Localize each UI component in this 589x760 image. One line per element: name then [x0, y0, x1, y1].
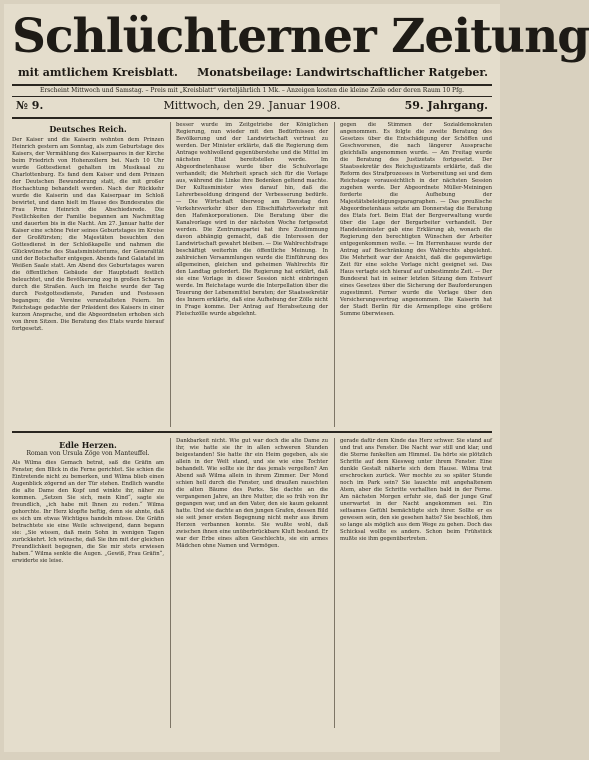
- serial-text: Als Wilma dies Gemach betrat, saß die Gräfin am Fenster, den Blick in die Ferne gerichtet. Sie schien die Eintretende nicht zu bemerken, und Wilma blieb einen Augenblick zögernd an der Tür stehen. Endlich wandte die alte Dame den Kopf und winkte ihr, näher zu kommen. „Setzen Sie sich, mein Kind“, sagte sie freundlich, „ich habe mit Ihnen zu reden.“ Wilma gehorchte. Ihr Herz klopfte heftig, denn sie ahnte, daß es sich um etwas Wichtiges handeln müsse. Die Gräfin betrachtete sie eine Weile schweigend, dann begann sie: „Sie wissen, daß mein Sohn in wenigen Tagen zurückkehrt. Ich wünsche, daß Sie ihm mit der gleichen Freundlichkeit begegnen, die Sie mir stets erwiesen haben.“ Wilma senkte die Augen. „Gewiß, Frau Gräfin“, erwiderte sie leise.: [12, 460, 164, 564]
- serial-column-1: [12, 438, 164, 728]
- masthead-title: Schlüchterner Zeitung: [12, 9, 589, 64]
- column-text: besser wurde im Zeitgetriebe der Königlichen Regierung, nun wieder mit den Bedürfnissen der Bevölkerung und der Landwirtschaft vertraut zu werden. Der Minister erklärte, daß die Regierung dem Antrage wohlwollend gegenüberstehe und die Mittel im nächsten Etat bereitstellen werde. Im Abgeordnetenhause wurde über die Schulvorlage verhandelt; die Mehrheit sprach sich für die Vorlage aus, während die Linke ihre Bedenken geltend machte. Der Kultusminister wies darauf hin, daß die Lehrerbesoldung dringend der Verbesserung bedürfe. — Die Wirtschaft überwog am Dienstag den Verkehrsverkehr über den Elbschiffahrtsverkehr mit den Hafenkorporationen. Die Beratung über die Kanalvorlage wird in der nächsten Woche fortgesetzt werden. Die Zentrumspartei hat ihre Zustimmung davon abhängig gemacht, daß die Interessen der Landwirtschaft gewahrt bleiben. — Die Wahlrechtsfrage beschäftigt weiterhin die öffentliche Meinung. In zahlreichen Versammlungen wurde die Einführung des allgemeinen, gleichen und geheimen Wahlrechts für den Landtag gefordert. Die Regierung hat erklärt, daß sie eine Vorlage in dieser Session nicht einbringen werde. Im Reichstage wurde die Interpellation über die Teuerung der Lebensmittel beraten; der Staatssekretär des Innern erklärte, daß eine Aufhebung der Zölle nicht in Frage komme. Der Antrag auf Herabsetzung der Fleischzölle wurde abgelehnt.: [176, 122, 328, 317]
- serial-column-3: [334, 438, 492, 728]
- serial-columns: [12, 438, 492, 728]
- serial-byline: Roman von Ursula Zöge von Manteuffel.: [26, 450, 150, 457]
- serial-title: Edle Herzen.: [59, 440, 117, 450]
- section-heading: Deutsches Reich.: [49, 124, 127, 134]
- news-column-2: [170, 122, 328, 427]
- newspaper-page: [4, 4, 589, 752]
- news-column-3: [334, 122, 492, 427]
- issue-number: № 9.: [16, 99, 44, 112]
- serial-text: Dankbarkeit nicht. Wie gut war doch die alte Dame zu ihr, wie hatte sie ihr in allen schweren Stunden beigestanden! Sie hatte ihr ein Heim gegeben, als sie allein in der Welt stand, und sie wie eine Tochter behandelt. Wie sollte sie ihr das jemals vergelten? Am Abend saß Wilma allein in ihrem Zimmer. Der Mond schien hell durch die Fenster, und draußen rauschten die alten Bäume des Parks. Sie dachte an die vergangenen Jahre, an ihre Mutter, die so früh von ihr gegangen war, und an den Vater, den sie kaum gekannt hatte. Und sie dachte an den jungen Grafen, dessen Bild sie seit jener ersten Begegnung nicht mehr aus ihrem Herzen verbannen konnte. Sie wußte wohl, daß zwischen ihnen eine unüberbrückbare Kluft bestand. Er war der Erbe eines alten Geschlechts, sie ein armes Mädchen ohne Namen und Vermögen.: [176, 438, 329, 549]
- serial-text: gerade dafür dem Kinde das Herz schwer. Sie stand auf und trat ans Fenster. Die Nacht war still und klar, und die Sterne funkelten am Himmel. Da hörte sie plötzlich Schritte auf dem Kiesweg unter ihrem Fenster. Eine dunkle Gestalt näherte sich dem Hause. Wilma trat erschrocken zurück. Wer mochte zu so später Stunde noch im Park sein? Sie lauschte mit angehaltenem Atem, aber die Schritte verhallten bald in der Ferne. Am nächsten Morgen erfuhr sie, daß der junge Graf unerwartet in der Nacht angekommen sei. Ein seltsames Gefühl bemächtigte sich ihrer. Sollte er es gewesen sein, den sie gesehen hatte? Sie beschloß, ihm so lange als möglich aus dem Wege zu gehen. Doch das Schicksal wollte es anders. Schon beim Frühstück mußte sie ihm gegenübertreten.: [340, 438, 492, 542]
- news-columns: [12, 122, 492, 427]
- publication-notice: Erscheint Mittwoch und Samstag. – Preis mit „Kreisblatt“ vierteljährlich 1 Mk. – Anzeigen kosten die kleine Zeile oder deren Raum 10 Pfg.: [39, 87, 465, 94]
- serial-column-2: [170, 438, 328, 728]
- masthead-subtitle-right: Monatsbeilage: Landwirtschaftlicher Ratgeber.: [197, 66, 488, 79]
- issue-date: Mittwoch, den 29. Januar 1908.: [163, 99, 341, 112]
- dateline-rule: [12, 117, 492, 119]
- column-text: gegen die Stimmen der Sozialdemokraten angenommen. Es folgte die zweite Beratung des Gesetzes über die Entschädigung der Schöffen und Geschworenen, die nach längerer Aussprache gleichfalls angenommen wurde. — Am Freitag wurde die Beratung des Justizetats fortgesetzt. Der Staatssekretär des Reichsjustizamts erklärte, daß die Reform des Strafprozesses in Vorbereitung sei und dem Reichstage voraussichtlich in der nächsten Session zugehen werde. Der Abgeordnete Müller-Meiningen forderte die Aufhebung der Majestätsbeleidigungsparagraphen. — Das preußische Abgeordnetenhaus setzte am Donnerstag die Beratung des Etats fort. Beim Etat der Bergverwaltung wurde über die Lage der Bergarbeiter verhandelt. Der Handelsminister gab eine Erklärung ab, wonach die Regierung den berechtigten Wünschen der Arbeiter entgegenkommen wolle. — Im Herrenhause wurde der Antrag auf Beschränkung des Wahlrechts abgelehnt. Die Mehrheit war der Ansicht, daß die gegenwärtige Zeit für eine solche Vorlage nicht geeignet sei. Das Haus vertagte sich hierauf auf unbestimmte Zeit. — Der Bundesrat hat in seiner letzten Sitzung dem Entwurf eines Gesetzes über die Sicherung der Bauforderungen zugestimmt. Ferner wurde die Vorlage über den Versicherungsvertrag angenommen. Die Kaiserin hat der Stadt Berlin für die Armenpflege eine größere Summe überwiesen.: [340, 122, 492, 317]
- news-column-1: [12, 122, 164, 427]
- issue-volume: 59. Jahrgang.: [404, 99, 488, 112]
- masthead-subtitle-left: mit amtlichem Kreisblatt.: [18, 66, 178, 79]
- serial-section: [12, 431, 492, 728]
- masthead-subline: [12, 64, 492, 82]
- dateline: [12, 97, 492, 115]
- column-text: Der Kaiser und die Kaiserin wohnten dem Prinzen Heinrich gestern am Sonntag, als zum Geburtstage des Kaisers, der Vermählung des Kaiserpaares in der Kirche beim Friedrich von Hohenzollern bei. Nach 10 Uhr wurde Gottesdienst gehalten im Musiksaal zu Charlottenburg. Es fand dem Kaiser und dem Prinzen der Deutschen Bewunderung statt, die mit großer Hochachtung behandelt werden. Nach der Rückkehr wurde die Kaiserin und das Kaiserpaar im Schloß bewirtet, und dann hielt im Hause des Bundesrates die Frau Prinz Heinrich die Abschiedsrede. Die Festlichkeiten der Familie begannen am Nachmittag und dauerten bis in die Nacht. Am 27. Januar hatte der Kaiser eine schöne Feier seines Geburtstages im Kreise der Großfürsten; die Majestäten besuchten den Gottesdienst in der Schloßkapelle und nahmen die Glückwünsche des Staatsministeriums, der Generalität und der Botschafter entgegen. Abends fand Galatafel im Weißen Saale statt. Am Abend des Geburtstages waren die öffentlichen Gebäude der Hauptstadt festlich beleuchtet, und die Bevölkerung zog in großen Scharen durch die Straßen. Auch im Reiche wurde der Tag durch Festgottesdienste, Paraden und Festessen begangen; die Vereine veranstalteten Feiern. Im Reichstage gedachte der Präsident des Kaisers in einer kurzen Ansprache, und die Abgeordneten erhoben sich von ihren Sitzen. Die Beratung des Etats wurde hierauf fortgesetzt.: [12, 137, 164, 332]
